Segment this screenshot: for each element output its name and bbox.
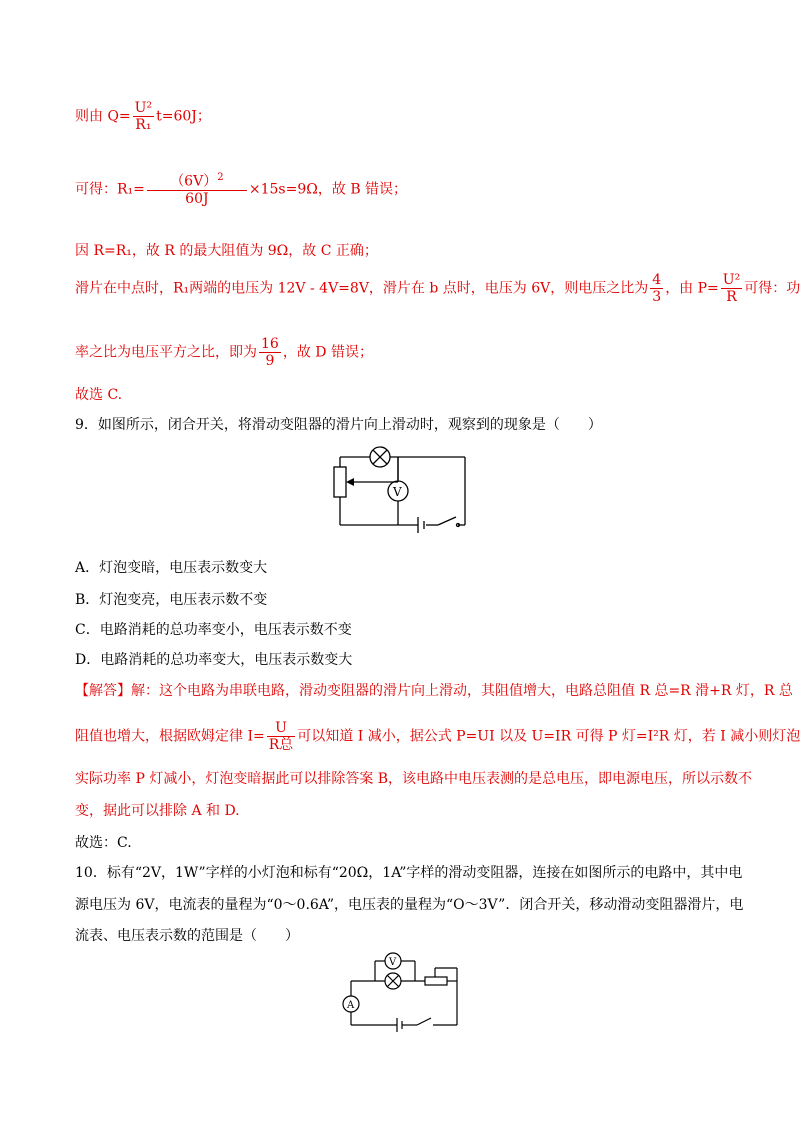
question9-option-b: B．灯泡变亮，电压表示数不变 xyxy=(75,592,268,608)
fraction-numerator: 16 xyxy=(261,336,279,352)
text-segment: ，由 P= xyxy=(665,280,719,297)
exponent: 2 xyxy=(217,172,224,183)
fraction-numerator: U² xyxy=(722,272,741,288)
fraction-numerator: U² xyxy=(134,100,153,116)
text-segment: ×15s xyxy=(248,181,286,198)
text-segment: 滑片在中点时，R₁两端的电压为 12V - 4V=8V，滑片在 b 点时，电压为 6V，则电压之比为 xyxy=(75,280,649,297)
text-segment: =9Ω，故 B 错误； xyxy=(285,181,408,198)
question9-analysis-line4: 变，据此可以排除 A 和 D. xyxy=(75,803,240,819)
text-segment: =60J； xyxy=(161,108,211,125)
voltmeter-label: V xyxy=(393,485,402,499)
question9-option-d: D．电路消耗的总功率变大，电压表示数变大 xyxy=(75,652,353,668)
formula-fraction xyxy=(147,172,247,207)
solution8-line4 xyxy=(75,272,800,305)
solution8-line3: 因 R=R₁，故 R 的最大阻值为 9Ω，故 C 正确； xyxy=(75,243,378,259)
formula-fraction xyxy=(133,100,154,133)
question10-stem-line2: 源电压为 6V，电流表的量程为“0～0.6A”，电压表的量程为“O～3V”．闭合开关，移动滑动变阻器滑片，电 xyxy=(75,897,744,913)
text-segment: 可以知道 I 减小，据公式 P=UI 以及 U=IR 可得 P 灯=I²R 灯，若 I 减小则灯泡 xyxy=(297,728,800,745)
question9-analysis-line3: 实际功率 P 灯减小，灯泡变暗据此可以排除答案 B，该电路中电压表测的是总电压，即电源电压，所以示数不 xyxy=(75,771,753,787)
text-segment: 阻值也增大，根据欧姆定律 I= xyxy=(75,728,265,745)
fraction-numerator: U xyxy=(275,720,287,736)
fraction-denominator: 9 xyxy=(259,352,281,369)
solution8-answer: 故选 C. xyxy=(75,387,123,403)
text-segment: （6V） xyxy=(170,173,218,190)
question10-circuit-diagram xyxy=(335,950,470,1032)
question10-stem-line1: 10．标有“2V，1W”字样的小灯泡和标有“20Ω，1A”字样的滑动变阻器，连接在如图所示的电路中，其中电 xyxy=(75,865,743,881)
formula-fraction xyxy=(259,336,281,369)
formula-fraction xyxy=(721,272,742,305)
solution8-line5 xyxy=(75,336,373,369)
question9-option-c: C．电路消耗的总功率变小，电压表示数不变 xyxy=(75,622,352,638)
fraction-denominator: R总 xyxy=(268,737,294,754)
solution8-line2 xyxy=(75,172,407,207)
solution8-line1 xyxy=(75,100,211,133)
question9-stem: 9．如图所示，闭合开关，将滑动变阻器的滑片向上滑动时，观察到的现象是（ ） xyxy=(75,417,602,433)
question9-answer: 故选：C. xyxy=(75,835,132,851)
text-segment: 可得：功 xyxy=(744,280,800,297)
question9-option-a: A．灯泡变暗，电压表示数变大 xyxy=(75,560,268,576)
formula-fraction xyxy=(650,272,663,305)
question9-analysis-line1: 【解答】解：这个电路为串联电路，滑动变阻器的滑片向上滑动，其阻值增大，电路总阻值 R 总=R 滑+R 灯，R 总 xyxy=(75,683,793,699)
question9-analysis-line2 xyxy=(75,720,800,753)
fraction-denominator: 60J xyxy=(147,190,247,207)
fraction-numerator xyxy=(147,172,247,190)
fraction-denominator: 3 xyxy=(652,289,662,306)
text-segment: 可得：R₁= xyxy=(75,181,145,198)
voltmeter-label: V xyxy=(389,957,397,968)
question10-stem-line3: 流表、电压表示数的范围是（ ） xyxy=(75,928,299,944)
fraction-denominator: R xyxy=(721,288,742,305)
question9-circuit-diagram xyxy=(330,440,480,540)
fraction-denominator: R₁ xyxy=(133,116,154,133)
text-segment: 率之比为电压平方之比，即为 xyxy=(75,344,257,361)
text-segment: t xyxy=(156,108,162,125)
fraction-numerator: 4 xyxy=(652,272,662,288)
ammeter-label: A xyxy=(347,1000,355,1011)
text-segment: ，故 D 错误； xyxy=(282,344,373,361)
text-segment: 则由 Q= xyxy=(75,108,131,125)
formula-fraction xyxy=(267,720,296,753)
